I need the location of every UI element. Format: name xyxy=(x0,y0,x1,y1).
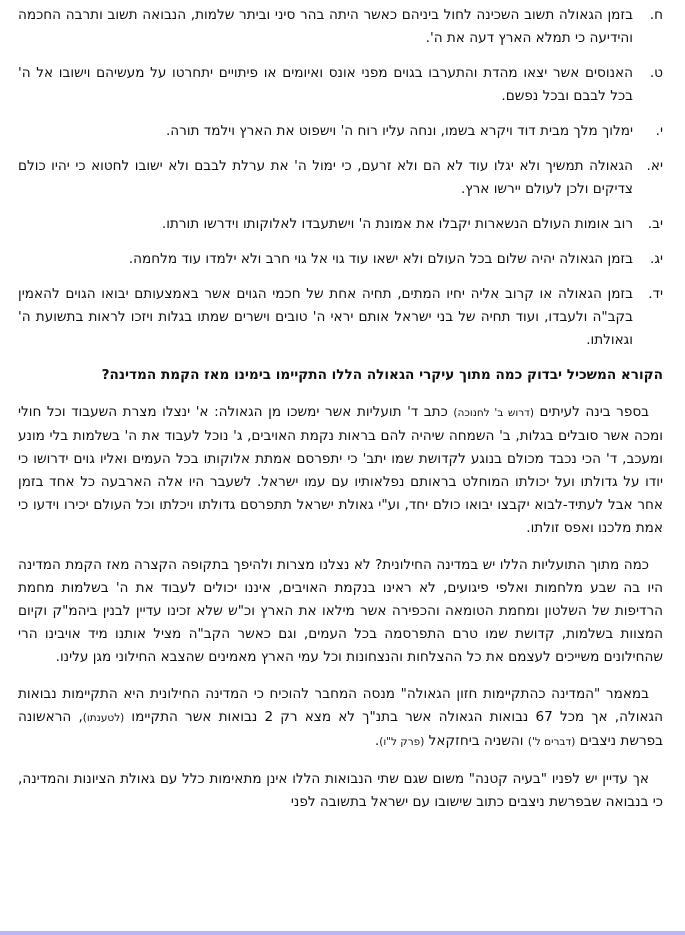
list-item xyxy=(18,62,663,108)
redemption-principles-list xyxy=(18,4,663,352)
list-item-text: האנוסים אשר יצאו מהדת והתערבו בגוים מפני אונס ואיומים או פיתויים יתחרטו על מעשיהם וישובו אל ה' בכל לבבם ובכל נפשם. xyxy=(18,65,633,104)
list-item-number: יא. xyxy=(646,158,663,174)
list-item xyxy=(18,4,663,50)
list-item-text: בזמן הגאולה או קרוב אליה יחיו המתים, תחיה אחת של חכמי הגוים אשר באמצעותם יבואו הגוים להאמין בקב"ה ולעבדו, ועוד תחיה של בני ישראל אותם יראי ה' טובים וישרים שמתו בגלות ויזכו לראות בתשועת ה' וגאולתו. xyxy=(18,286,633,348)
source-reference: (פרק ל"ו) xyxy=(379,736,425,748)
list-item-text: בזמן הגאולה יהיה שלום בכל העולם ולא ישאו עוד גוי אל גוי חרב ולא ילמדו עוד מלחמה. xyxy=(128,251,633,267)
list-item-text: הגאולה תמשיך ולא יגלו עוד לא הם ולא זרעם, כי ימול ה' את ערלת לבבם ולא ישובו לחטוא כי יהיו כולם צדיקים ולכן לעולם יירשו ארץ. xyxy=(18,158,633,197)
list-item-number: יב. xyxy=(647,216,663,232)
paragraph-text: במאמר "המדינה כהתקיימות חזון הגאולה" מנסה המחבר להוכיח כי המדינה החילונית היא התקיימות נבואות הגאולה, אך מכל 67 נבואות הגאולה אשר בתנ"ך לא מצא רק 2 נבואות אשר התקיימו xyxy=(18,686,663,725)
list-item-text: רוב אומות העולם הנשארות יקבלו את אמונת ה' וישתעבדו לאלוקותו וידרשו תורתו. xyxy=(161,216,633,232)
list-item xyxy=(18,155,663,201)
list-item xyxy=(18,213,663,236)
source-reference: (לטענתו) xyxy=(82,712,125,724)
paragraph-text: כתב ד' תועליות אשר ימשכו מן הגאולה: א' ינצלו מצרת השעבוד וכל חולי ומכה אשר סובלים בגלות, ב' השמחה שיהיה להם בראות נקמת האויבים, ג' נוכל לעבוד את ה' בשלמות בלי מונע ומעכב, ד' הכי נכבד מכולם בנוגע לקדושת שמו יתב' כי יתפרסם אמתת אלוקותו בכל העמים ואליו גוים ידרושו כי יודו על גדולתו ועל יכולתו המוחלט בראותם נפלאותיו עם עמו ישראל. לשעבר היו אלה הארבעה כל אחד בזמן אחר אבל לעתיד-לבוא יקבצו יבואו כולם יחד, וע"י גאולת ישראל תתפרסם גדולתו ויכלתו וכל העולם יכירו וידעו כי אמת מלכנו ואפס זולתו. xyxy=(18,404,663,536)
source-reference: (דברים ל') xyxy=(527,736,576,748)
list-item-number: י. xyxy=(655,123,663,139)
paragraph-small-problem: אך עדיין יש לפניו "בעיה קטנה" משום שגם שתי הנבואות הללו אינן מתאימות כלל עם גאולת הציונות והמדינה, כי בנבואה שבפרשת ניצבים כתוב שישובו עם ישראל בתשובה לפני xyxy=(18,771,663,810)
list-item-number: יג. xyxy=(650,251,663,267)
paragraph-text: והשניה ביחזקאל xyxy=(428,733,524,749)
paragraph-text: , הראשונה בפרשת ניצבים xyxy=(18,709,663,749)
list-item xyxy=(18,283,663,352)
reader-question: הקורא המשכיל יבדוק כמה מתוך עיקרי הגאולה הללו התקיימו בימינו מאז הקמת המדינה? xyxy=(101,367,663,383)
list-item-number: ח. xyxy=(649,7,663,23)
source-reference: (דרוש ב' לחנוכה) xyxy=(453,407,534,419)
list-item-number: יד. xyxy=(648,286,663,302)
list-item-text: ימלוך מלך מבית דוד ויקרא בשמו, ונחה עליו רוח ה' וישפוט את הארץ וילמד תורה. xyxy=(165,123,633,139)
list-item-text: בזמן הגאולה תשוב השכינה לחול ביניהם כאשר היתה בהר סיני וביתר שלמות, הנבואה תשוב ותרבה החכמה והידיעה כי תמלא הארץ דעה את ה'. xyxy=(18,7,633,46)
list-item xyxy=(18,248,663,271)
paragraph-article-claim xyxy=(18,683,663,754)
list-item-number: ט. xyxy=(649,65,663,81)
paragraph-text: . xyxy=(374,733,380,749)
paragraph-benefits-question: כמה מתוך התועליות הללו יש במדינה החילונית? לא נצלנו מצרות ולהיפך בתקופה הקצרה מאז הקמת המדינה היו בה שבע מלחמות ואלפי פיגועים, לא ראינו בנקמת האויבים, איננו יכולים לעבוד את ה' בשלמות מחמת הרדיפות של השלטון ומחמת הטומאה והכפירה אשר מילאו את הארץ וכ"ש שלא זכינו עדיין לבנין ביהמ"ק וקיום המצוות בשלמות, קדושת שמו טרם התפרסמה בכל העמים, וגם כאשר הקב"ה מציל אותנו מיד אויבינו הרי שהחילונים משייכים לעצמם את כל ההצלחות והנצחונות וכל עמי הארץ מאמינים שהצבא החילוני מגן עלינו. xyxy=(18,557,663,665)
list-item xyxy=(18,120,663,143)
paragraph-text: בספר בינה לעיתים xyxy=(539,404,650,420)
paragraph-bina-leitim xyxy=(18,401,663,540)
